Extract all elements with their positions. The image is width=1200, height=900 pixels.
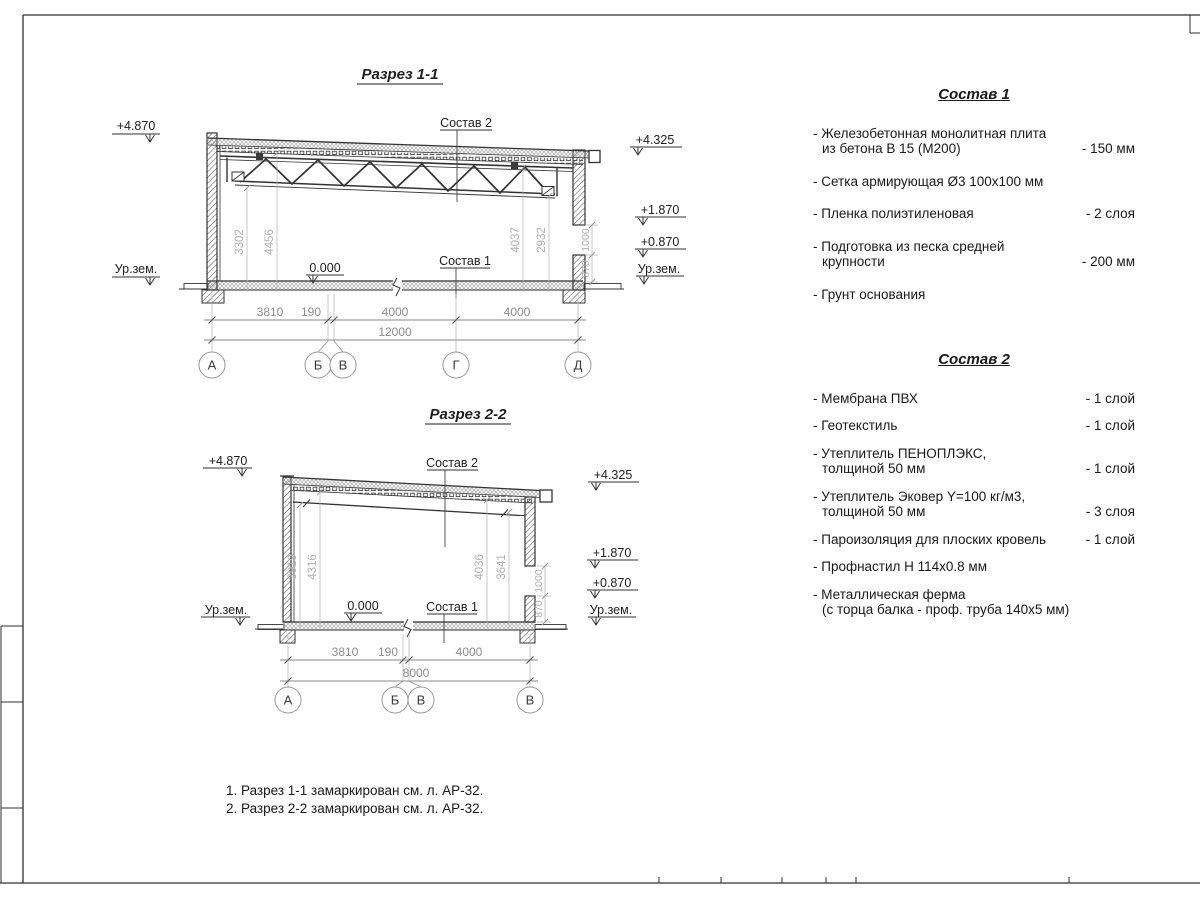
material-name: - Подготовка из песка средней <box>813 238 1005 254</box>
dim-870: 870 <box>580 260 592 278</box>
ground-level-right: Ур.зем. <box>589 603 633 617</box>
axis-v: В <box>338 357 348 373</box>
axis-v: В <box>416 692 426 708</box>
window-dim-chain <box>580 222 598 285</box>
axis-d: Д <box>573 357 583 373</box>
material-value: - 200 мм <box>1081 254 1135 269</box>
section-1-1-drawing <box>112 66 686 378</box>
dim-3641: 3641 <box>496 554 508 580</box>
roof-end-cap <box>540 490 552 502</box>
dim-2932: 2932 <box>536 227 548 253</box>
axis-b: Б <box>313 357 323 373</box>
ground-level-left: Ур.зем. <box>114 262 158 276</box>
material-name-line2: толщиной 50 мм <box>822 504 926 519</box>
material-name: - Пленка полиэтиленовая <box>813 206 974 221</box>
material-item <box>813 559 1135 575</box>
material-item <box>813 126 1135 157</box>
level-mark-icon <box>592 482 601 490</box>
elev-4325: +4.325 <box>635 133 675 147</box>
vertical-dimensions <box>234 150 552 292</box>
section-2-2-drawing <box>201 406 639 713</box>
material-item <box>813 391 1135 407</box>
material-item <box>813 446 1135 477</box>
material-value: - 3 слоя <box>1085 504 1135 519</box>
dimension-rows <box>204 294 586 352</box>
zero-level-label: 0.000 <box>347 599 379 613</box>
material-value: - 1 слой <box>1085 461 1135 476</box>
ground-level-right: Ур.зем. <box>637 262 681 276</box>
dim-3302: 3302 <box>234 229 246 255</box>
dim-4000b: 4000 <box>503 305 531 319</box>
material-name-line2: крупности <box>822 254 885 269</box>
material-value: - 1 слой <box>1085 390 1135 406</box>
dim-3810: 3810 <box>331 645 359 659</box>
material-name: - Сетка армирующая Ø3 100x100 мм <box>813 173 1044 189</box>
material-value: - 1 слой <box>1085 418 1135 433</box>
vertical-dimensions <box>287 489 512 628</box>
material-name: - Профнастил Н 114x0.8 мм <box>813 559 987 574</box>
elev-1870: +1.870 <box>640 203 680 217</box>
material-name: - Мембрана ПВХ <box>813 390 918 406</box>
floor-structure <box>255 619 568 643</box>
sostav2-label: Состав 2 <box>440 116 492 130</box>
dim-190: 190 <box>377 645 399 659</box>
elev-1870: +1.870 <box>592 546 632 560</box>
material-item <box>813 174 1135 190</box>
material-name-line2: толщиной 50 мм <box>822 461 926 476</box>
window-dim-chain <box>533 563 551 625</box>
material-name: - Железобетонная монолитная плита <box>813 125 1047 141</box>
material-item <box>813 287 1135 303</box>
material-item <box>813 532 1135 548</box>
material-name-line2: (с торца балка - проф. труба 140x5 мм) <box>822 602 1070 617</box>
title-block-ticks <box>659 877 1069 883</box>
axis-a: А <box>207 357 217 373</box>
dim-8000: 8000 <box>402 666 430 680</box>
dim-4000: 4000 <box>455 645 483 659</box>
level-mark-icon <box>238 468 247 476</box>
material-item <box>813 587 1135 618</box>
material-value: - 1 слой <box>1085 531 1135 547</box>
sostav-1-panel <box>813 87 1135 302</box>
note-2: 2. Разрез 2-2 замаркирован см. л. АР-32. <box>226 801 484 816</box>
sostav-2-title: Состав 2 <box>938 351 1010 368</box>
elev-0870: +0.870 <box>640 235 680 249</box>
axis-v-end: В <box>525 692 535 708</box>
material-item <box>813 418 1135 434</box>
dim-4036: 4036 <box>474 554 486 580</box>
material-name: - Грунт основания <box>813 286 926 302</box>
ground-level-left: Ур.зем. <box>204 603 248 617</box>
axis-g: Г <box>452 357 460 373</box>
axis-bubbles <box>199 341 591 378</box>
level-mark-icon <box>236 617 245 625</box>
axis-a: А <box>283 692 293 708</box>
material-name-line2: из бетона В 15 (М200) <box>822 141 961 156</box>
zero-level-label: 0.000 <box>309 261 341 275</box>
material-value: - 150 мм <box>1081 141 1135 156</box>
material-item <box>813 489 1135 520</box>
material-name: - Геотекстиль <box>813 418 898 433</box>
roof-structure <box>283 477 552 517</box>
note-1: 1. Разрез 1-1 замаркирован см. л. АР-32. <box>226 783 484 798</box>
level-mark-icon <box>639 217 648 225</box>
elev-4870: +4.870 <box>208 454 248 468</box>
level-mark-icon <box>146 277 155 285</box>
dim-1000: 1000 <box>533 569 545 593</box>
dimension-rows <box>280 634 538 687</box>
roof-end-cap <box>589 151 600 163</box>
dim-870: 870 <box>533 600 545 618</box>
section-2-2-title: Разрез 2-2 <box>429 406 507 423</box>
material-item <box>813 206 1135 222</box>
elevation-marks <box>201 454 639 625</box>
sostav-2-panel <box>813 352 1135 618</box>
level-mark-icon <box>347 613 356 621</box>
sostav2-label: Состав 2 <box>426 456 478 470</box>
elev-4870: +4.870 <box>116 119 156 133</box>
level-mark-icon <box>640 276 649 284</box>
material-name: - Металлическая ферма <box>813 586 966 602</box>
section-1-1-title: Разрез 1-1 <box>361 66 439 83</box>
material-name: - Утеплитель ПЕНОПЛЭКС, <box>813 445 987 461</box>
axis-b: Б <box>390 692 400 708</box>
level-mark-icon <box>146 134 155 142</box>
floor-structure <box>179 278 624 303</box>
material-name: - Утеплитель Эковер Y=100 кг/м3, <box>813 488 1026 504</box>
dim-4037: 4037 <box>510 227 522 253</box>
dim-190: 190 <box>300 305 322 319</box>
dim-3810: 3810 <box>256 305 284 319</box>
dim-4456: 4456 <box>264 229 276 255</box>
notes-block <box>226 782 483 818</box>
level-mark-icon <box>591 560 600 568</box>
material-name: - Пароизоляция для плоских кровель <box>813 531 1047 547</box>
material-value: - 2 слоя <box>1085 206 1135 221</box>
sostav1-label: Состав 1 <box>439 254 491 268</box>
elev-0870: +0.870 <box>592 576 632 590</box>
dim-1000: 1000 <box>580 228 592 252</box>
level-mark-icon <box>639 249 648 257</box>
axis-bubbles <box>275 681 543 713</box>
dim-12000: 12000 <box>378 325 412 339</box>
material-item <box>813 239 1135 270</box>
truss-chord-beam <box>293 502 520 516</box>
dim-3919: 3919 <box>287 554 299 580</box>
elev-4325: +4.325 <box>593 468 633 482</box>
level-mark-icon <box>592 617 601 625</box>
sostav1-label: Состав 1 <box>426 600 478 614</box>
dim-4316: 4316 <box>307 554 319 580</box>
level-mark-icon <box>634 147 643 155</box>
level-mark-icon <box>591 590 600 598</box>
dim-4000: 4000 <box>381 305 409 319</box>
sostav-1-title: Состав 1 <box>938 86 1010 103</box>
